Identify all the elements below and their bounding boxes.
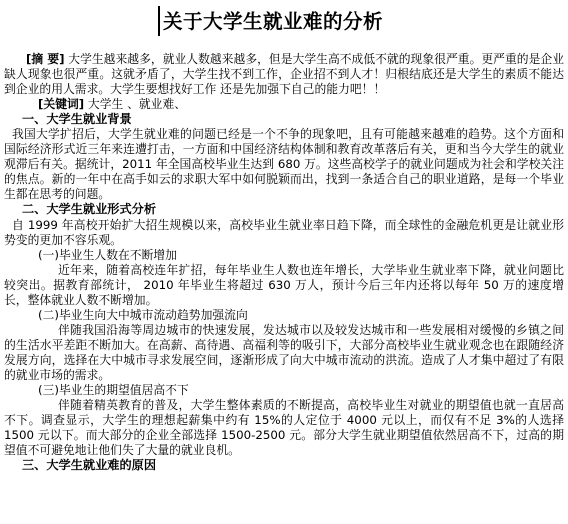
section-heading: 二、大学生就业形式分析 (22, 202, 157, 217)
subsection-paragraph: 伴随着精英教育的普及，大学生整体素质的不断提高，高校毕业生对就业的期望值也就一直居高不下。调查显示，大学生的理想起薪集中约有 15%的人定位于 4000 元以上，而仅有不足 3%的人选择 1500 元以下。而大部分的企业全部选择 1500-2500 元。部分大学生就业期望值依然居高不下，过高的期望值不可避免地让他们失了大量的就业良机。 (4, 398, 564, 458)
subsection-heading: (三)毕业生的期望值居高不下 (38, 383, 189, 398)
keywords-text: 大学生 、就业难、 (84, 97, 187, 112)
page-title: 关于大学生就业难的分析 (163, 10, 384, 33)
abstract-text: 大学生越来越多，就业人数越来越多，但是大学生高不成低不就的现象很严重。更严重的是企业缺人现象也很严重。这就矛盾了，大学生找不到工作，企业招不到人才！归根结底还是大学生的素质不能达到企业的用人需求。大学生要想找好工作 还是先加强下自己的能力吧！！ (4, 52, 564, 97)
text-cursor (158, 6, 160, 36)
section-paragraph: 我国大学扩招后，大学生就业难的问题已经是一个不争的现象吧，且有可能越来越难的趋势。这个方面和国际经济形式近三年来连遭打击，一方面和中国经济结构体制和教育改革落后有关，更和当今大学生的就业观滞后有关。据统计，2011 年全国高校毕业生达到 680 万。这些高校学子的就业问题成为社会和学校关注的焦点。新的一年中在高手如云的求职大军中如何脱颖而出，找到一条适合自己的职业道路，是每一个毕业生都在思考的问题。 (4, 127, 564, 202)
subsection-paragraph: 近年来，随着高校连年扩招，每年毕业生人数也连年增长，大学毕业生就业率下降，就业问题比较突出。据教育部统计， 2010 年毕业生将超过 630 万人，预计今后三年内还将以每年 50 万的速度增长，整体就业人数不断增加。 (4, 262, 564, 307)
subsection-paragraph: 伴随我国沿海等周边城市的快速发展，发达城市以及较发达城市和一些发展相对缓慢的乡镇之间的生活水平差距不断加大。在高薪、高待遇、高福利等的吸引下，大部分高校毕业生就业观念也在跟随经济发展方向，选择在大中城市寻求发展空间，逐渐形成了向大中城市流动的洪流。造成了人才集中超过了有限的就业市场的需求。 (4, 322, 564, 382)
keywords-line (4, 97, 564, 112)
section-paragraph: 自 1999 年高校开始扩大招生规模以来，高校毕业生就业率日趋下降，而全球性的金融危机更是让就业形势变的更加不容乐观。 (4, 217, 564, 247)
section-heading: 三、大学生就业难的原因 (22, 458, 157, 473)
subsection-heading: (一)毕业生人数在不断增加 (38, 247, 177, 262)
section-heading: 一、大学生就业背景 (22, 112, 132, 127)
abstract-paragraph (4, 52, 564, 97)
abstract-label: [摘 要] (26, 52, 65, 66)
document-body (4, 52, 564, 473)
subsection-heading: (二)毕业生向大中城市流动趋势加强流向 (38, 307, 248, 322)
keywords-label: [关键词] (38, 97, 85, 112)
